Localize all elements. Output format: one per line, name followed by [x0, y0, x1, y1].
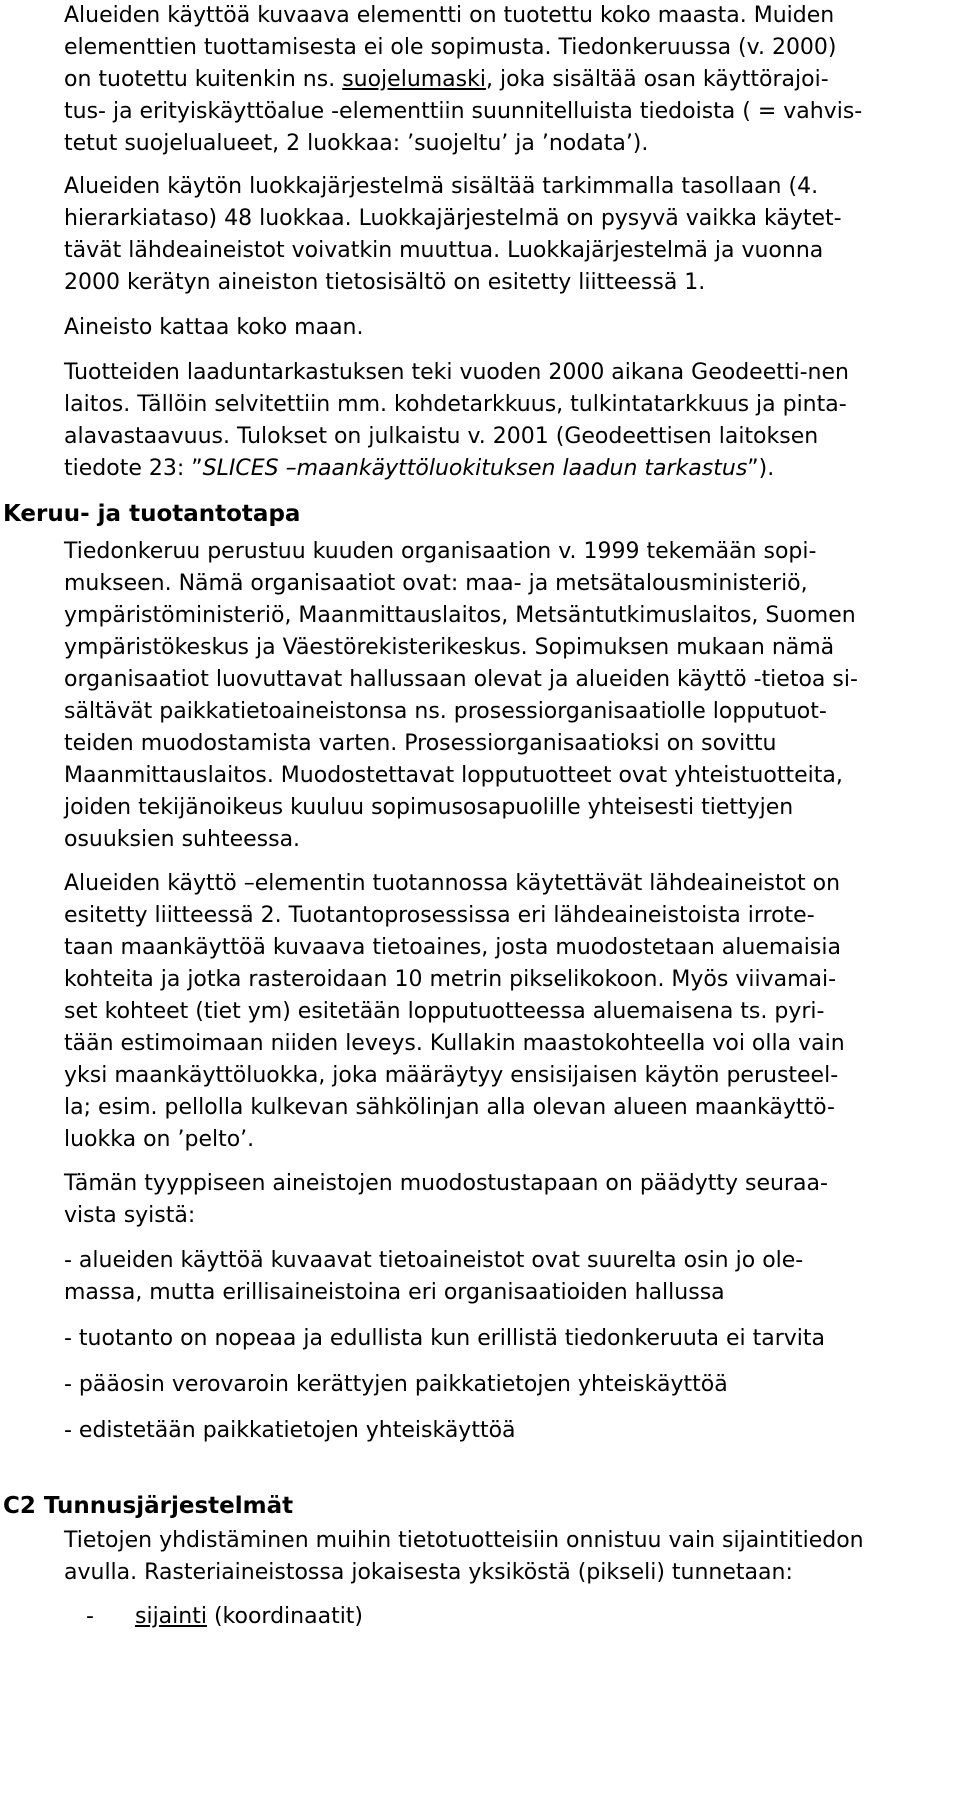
paragraph-line: vista syistä: — [64, 1203, 196, 1228]
paragraph-line: Aineisto kattaa koko maan. — [64, 315, 364, 340]
list-item-continuation: massa, mutta erillisaineistoina eri organisaatioiden hallussa — [64, 1280, 725, 1305]
list-item: - pääosin verovaroin kerättyjen paikkatietojen yhteiskäyttöä — [64, 1372, 728, 1397]
paragraph-line: Alueiden käyttöä kuvaava elementti on tuotettu koko maasta. Muiden — [64, 3, 835, 28]
list-dash: - — [86, 1604, 94, 1629]
paragraph-line: tus- ja erityiskäyttöalue -elementtiin suunnitelluista tiedoista ( = vahvis- — [64, 99, 863, 124]
paragraph-line: kohteita ja jotka rasteroidaan 10 metrin pikselikokoon. Myös viivamai- — [64, 967, 837, 992]
paragraph-line: Tiedonkeruu perustuu kuuden organisaation v. 1999 tekemään sopi- — [64, 539, 817, 564]
paragraph-line: tävät lähdeaineistot voivatkin muuttua. Luokkajärjestelmä ja vuonna — [64, 238, 824, 263]
paragraph-line: la; esim. pellolla kulkevan sähkölinjan alla olevan alueen maankäyttö- — [64, 1095, 835, 1120]
list-item: - tuotanto on nopeaa ja edullista kun erillistä tiedonkeruuta ei tarvita — [64, 1326, 826, 1351]
paragraph-line — [64, 64, 829, 96]
paragraph-line: Alueiden käytön luokkajärjestelmä sisältää tarkimmalla tasollaan (4. — [64, 174, 819, 199]
text-segment: (koordinaatit) — [206, 1604, 364, 1629]
paragraph-line: esitetty liitteessä 2. Tuotantoprosessissa eri lähdeaineistoista irrote- — [64, 903, 815, 928]
paragraph-line: elementtien tuottamisesta ei ole sopimusta. Tiedonkeruussa (v. 2000) — [64, 35, 837, 60]
paragraph-line: luokka on ’pelto’. — [64, 1127, 255, 1152]
paragraph-line: tään estimoimaan niiden leveys. Kullakin maastokohteella voi olla vain — [64, 1031, 845, 1056]
section-heading: C2 Tunnusjärjestelmät — [3, 1493, 294, 1519]
list-item — [135, 1601, 363, 1633]
paragraph-line: teiden muodostamista varten. Prosessiorganisaatioksi on sovittu — [64, 731, 777, 756]
paragraph-line: tetut suojelualueet, 2 luokkaa: ’suojeltu’ ja ’nodata’). — [64, 131, 649, 156]
paragraph-line: organisaatiot luovuttavat hallussaan olevat ja alueiden käyttö -tietoa si- — [64, 667, 858, 692]
paragraph-line: sältävät paikkatietoaineistonsa ns. prosessiorganisaatiolle lopputuot- — [64, 699, 827, 724]
text-segment: ”). — [747, 456, 775, 481]
paragraph-line: avulla. Rasteriaineistossa jokaisesta yksiköstä (pikseli) tunnetaan: — [64, 1560, 793, 1585]
paragraph-line: hierarkiataso) 48 luokkaa. Luokkajärjestelmä on pysyvä vaikka käytet- — [64, 206, 842, 231]
text-segment: tiedote 23: ” — [64, 456, 203, 481]
suojelumaski-term: suojelumaski — [342, 67, 486, 92]
paragraph-line: Alueiden käyttö –elementin tuotannossa käytettävät lähdeaineistot on — [64, 871, 841, 896]
paragraph-line: Tuotteiden laaduntarkastuksen teki vuoden 2000 aikana Geodeetti-nen — [64, 360, 849, 385]
paragraph-line: Tämän tyyppiseen aineistojen muodostustapaan on päädytty seuraa- — [64, 1171, 828, 1196]
paragraph-line: Maanmittauslaitos. Muodostettavat lopputuotteet ovat yhteistuotteita, — [64, 763, 843, 788]
sijainti-term: sijainti — [135, 1604, 207, 1629]
text-segment: , joka sisältää osan käyttörajoi- — [485, 67, 829, 92]
paragraph-line: ympäristökeskus ja Väestörekisterikeskus. Sopimuksen mukaan nämä — [64, 635, 835, 660]
paragraph-line: alavastaavuus. Tulokset on julkaistu v. 2001 (Geodeettisen laitoksen — [64, 424, 819, 449]
paragraph-line: yksi maankäyttöluokka, joka määräytyy ensisijaisen käytön perusteel- — [64, 1063, 839, 1088]
list-item: - alueiden käyttöä kuvaavat tietoaineistot ovat suurelta osin jo ole- — [64, 1248, 804, 1273]
publication-title: SLICES –maankäyttöluokituksen laadun tarkastus — [202, 456, 748, 481]
paragraph-line: Tietojen yhdistäminen muihin tietotuotteisiin onnistuu vain sijaintitiedon — [64, 1528, 864, 1553]
section-heading: Keruu- ja tuotantotapa — [3, 501, 301, 527]
paragraph-line: osuuksien suhteessa. — [64, 827, 301, 852]
paragraph-line: laitos. Tällöin selvitettiin mm. kohdetarkkuus, tulkintatarkkuus ja pinta- — [64, 392, 847, 417]
paragraph-line: taan maankäyttöä kuvaava tietoaines, josta muodostetaan aluemaisia — [64, 935, 841, 960]
paragraph-line: ympäristöministeriö, Maanmittauslaitos, Metsäntutkimuslaitos, Suomen — [64, 603, 856, 628]
list-item: - edistetään paikkatietojen yhteiskäyttöä — [64, 1418, 516, 1443]
paragraph-line: mukseen. Nämä organisaatiot ovat: maa- ja metsätalousministeriö, — [64, 571, 808, 596]
paragraph-line: set kohteet (tiet ym) esitetään lopputuotteessa aluemaisena ts. pyri- — [64, 999, 825, 1024]
paragraph-line — [64, 453, 774, 485]
paragraph-line: joiden tekijänoikeus kuuluu sopimusosapuolille yhteisesti tiettyjen — [64, 795, 794, 820]
text-segment: on tuotettu kuitenkin ns. — [64, 67, 343, 92]
paragraph-line: 2000 kerätyn aineiston tietosisältö on esitetty liitteessä 1. — [64, 270, 706, 295]
